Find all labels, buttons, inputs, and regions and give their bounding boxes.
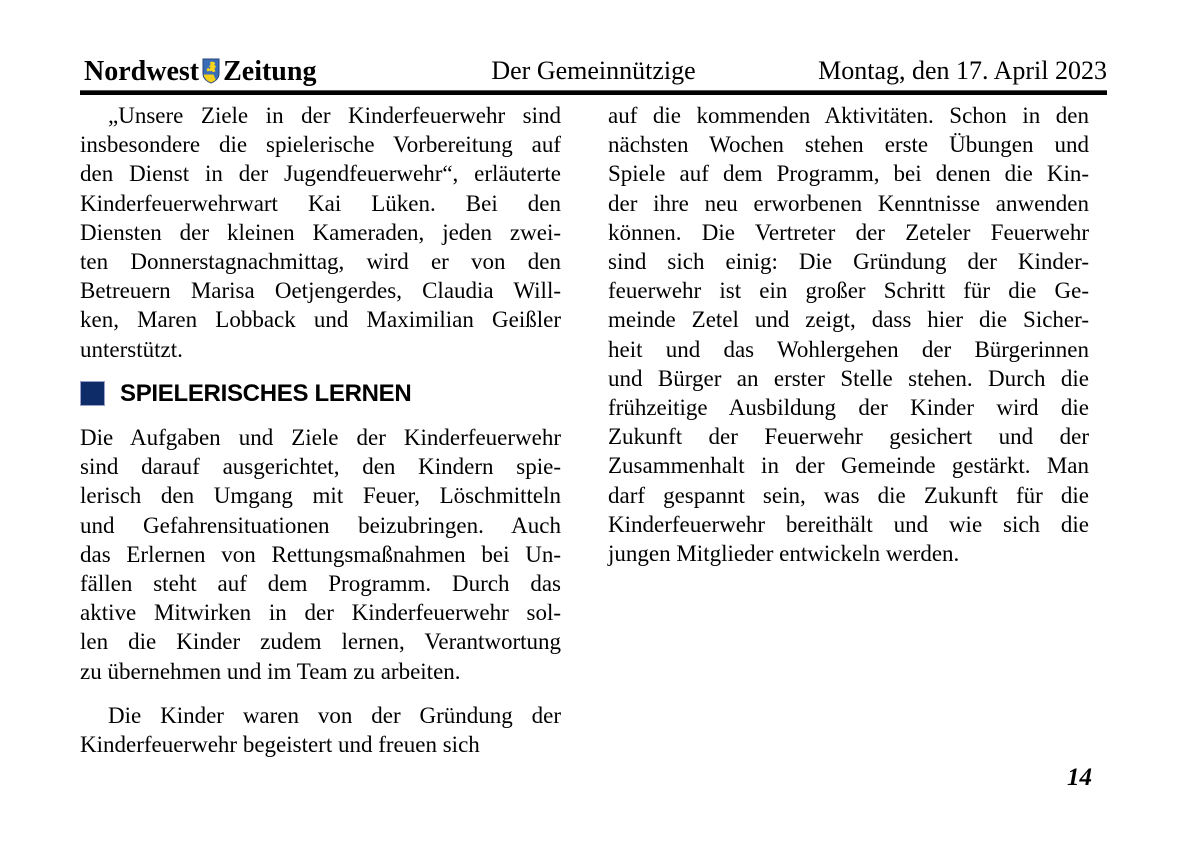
paragraph-line: insbesondere die spielerische Vorbereitung auf [80,132,561,158]
section-marker-square-icon [80,381,105,406]
paragraph-line: ten Donnerstagnachmittag, wird er von den [80,249,561,275]
paragraph-line: der ihre neu erworbenen Kenntnisse anwenden [608,190,1089,216]
paragraph-line: fällen steht auf dem Programm. Durch das [80,571,561,597]
paragraph-line: jungen Mitglieder entwickeln werden. [608,541,960,567]
paragraph [80,701,561,759]
paragraph-line: das Erlernen von Rettungsmaßnahmen bei Un- [80,541,561,567]
masthead-left: Nordwest [84,56,200,87]
paragraph-line: zu übernehmen und im Team zu arbeiten. [80,658,461,684]
paragraph-line: Kinderfeuerwehr begeistert und freuen sich [80,732,480,758]
paragraph-line: und Bürger an erster Stelle stehen. Durch die [608,365,1089,391]
paragraph-line: Zukunft der Feuerwehr gesichert und der [608,424,1089,450]
paragraph-line: sind sich einig: Die Gründung der Kinder- [608,249,1089,275]
paragraph-line: nächsten Wochen stehen erste Übungen und [608,132,1089,158]
paragraph-line: können. Die Vertreter der Zeteler Feuerwehr [608,219,1089,245]
paragraph-line: auf die kommenden Aktivitäten. Schon in den [608,103,1089,128]
section-heading [80,379,561,408]
paragraph [80,423,561,686]
paragraph-line: sind darauf ausgerichtet, den Kindern spie- [80,454,561,480]
header-rule [80,90,1107,95]
paragraph-line: Betreuern Marisa Oetjengerdes, Claudia Will- [80,278,561,304]
paragraph-line: heit und das Wohlergehen der Bürgerinnen [608,336,1089,362]
paragraph-line: Kinderfeuerwehrwart Kai Lüken. Bei den [80,190,561,216]
issue-date: Montag, den 17. April 2023 [818,56,1107,85]
paragraph-line: Kinderfeuerwehr bereithält und wie sich die [608,511,1089,537]
article-body [80,101,1089,774]
paragraph [608,101,1089,568]
paragraph-line: len die Kinder zudem lernen, Verantwortung [80,629,561,655]
paragraph-line: ken, Maren Lobback und Maximilian Geißler [80,307,561,333]
paragraph-line: aktive Mitwirken in der Kinderfeuerwehr sol- [80,600,561,626]
paragraph-line: meinde Zetel und zeigt, dass hier die Sicher- [608,307,1089,333]
paragraph-line: frühzeitige Ausbildung der Kinder wird die [608,395,1089,421]
paragraph-line: darf gespannt sein, was die Zukunft für die [608,482,1089,508]
paragraph-line: Diensten der kleinen Kameraden, jeden zwei- [80,219,561,245]
paragraph-line: den Dienst in der Jugendfeuerwehr“, erläuterte [80,161,561,187]
paragraph-line: feuerwehr ist ein großer Schritt für die Ge- [608,278,1089,304]
right-column [608,101,1089,774]
paragraph-line: Spiele auf dem Programm, bei denen die Kin- [608,161,1089,187]
paragraph-line: Die Aufgaben und Ziele der Kinderfeuerwehr [80,425,561,451]
edition-title: Der Gemeinnützige [491,56,696,85]
paragraph-line: und Gefahrensituationen beizubringen. Auch [80,512,561,538]
masthead-right: Zeitung [223,56,317,87]
page-number: 14 [1067,764,1092,791]
paragraph-line: „Unsere Ziele in der Kinderfeuerwehr sind [108,103,561,128]
page-header [80,52,1107,90]
paragraph-line: Die Kinder waren von der Gründung der [108,702,561,728]
section-heading-label: SPIELERISCHES LERNEN [120,379,412,407]
paragraph-line: unterstützt. [80,336,183,362]
paragraph [80,101,561,364]
paragraph-line: lerisch den Umgang mit Feuer, Löschmitteln [80,483,561,509]
left-column [80,101,561,774]
paragraph-line: Zusammenhalt in der Gemeinde gestärkt. Man [608,453,1089,479]
